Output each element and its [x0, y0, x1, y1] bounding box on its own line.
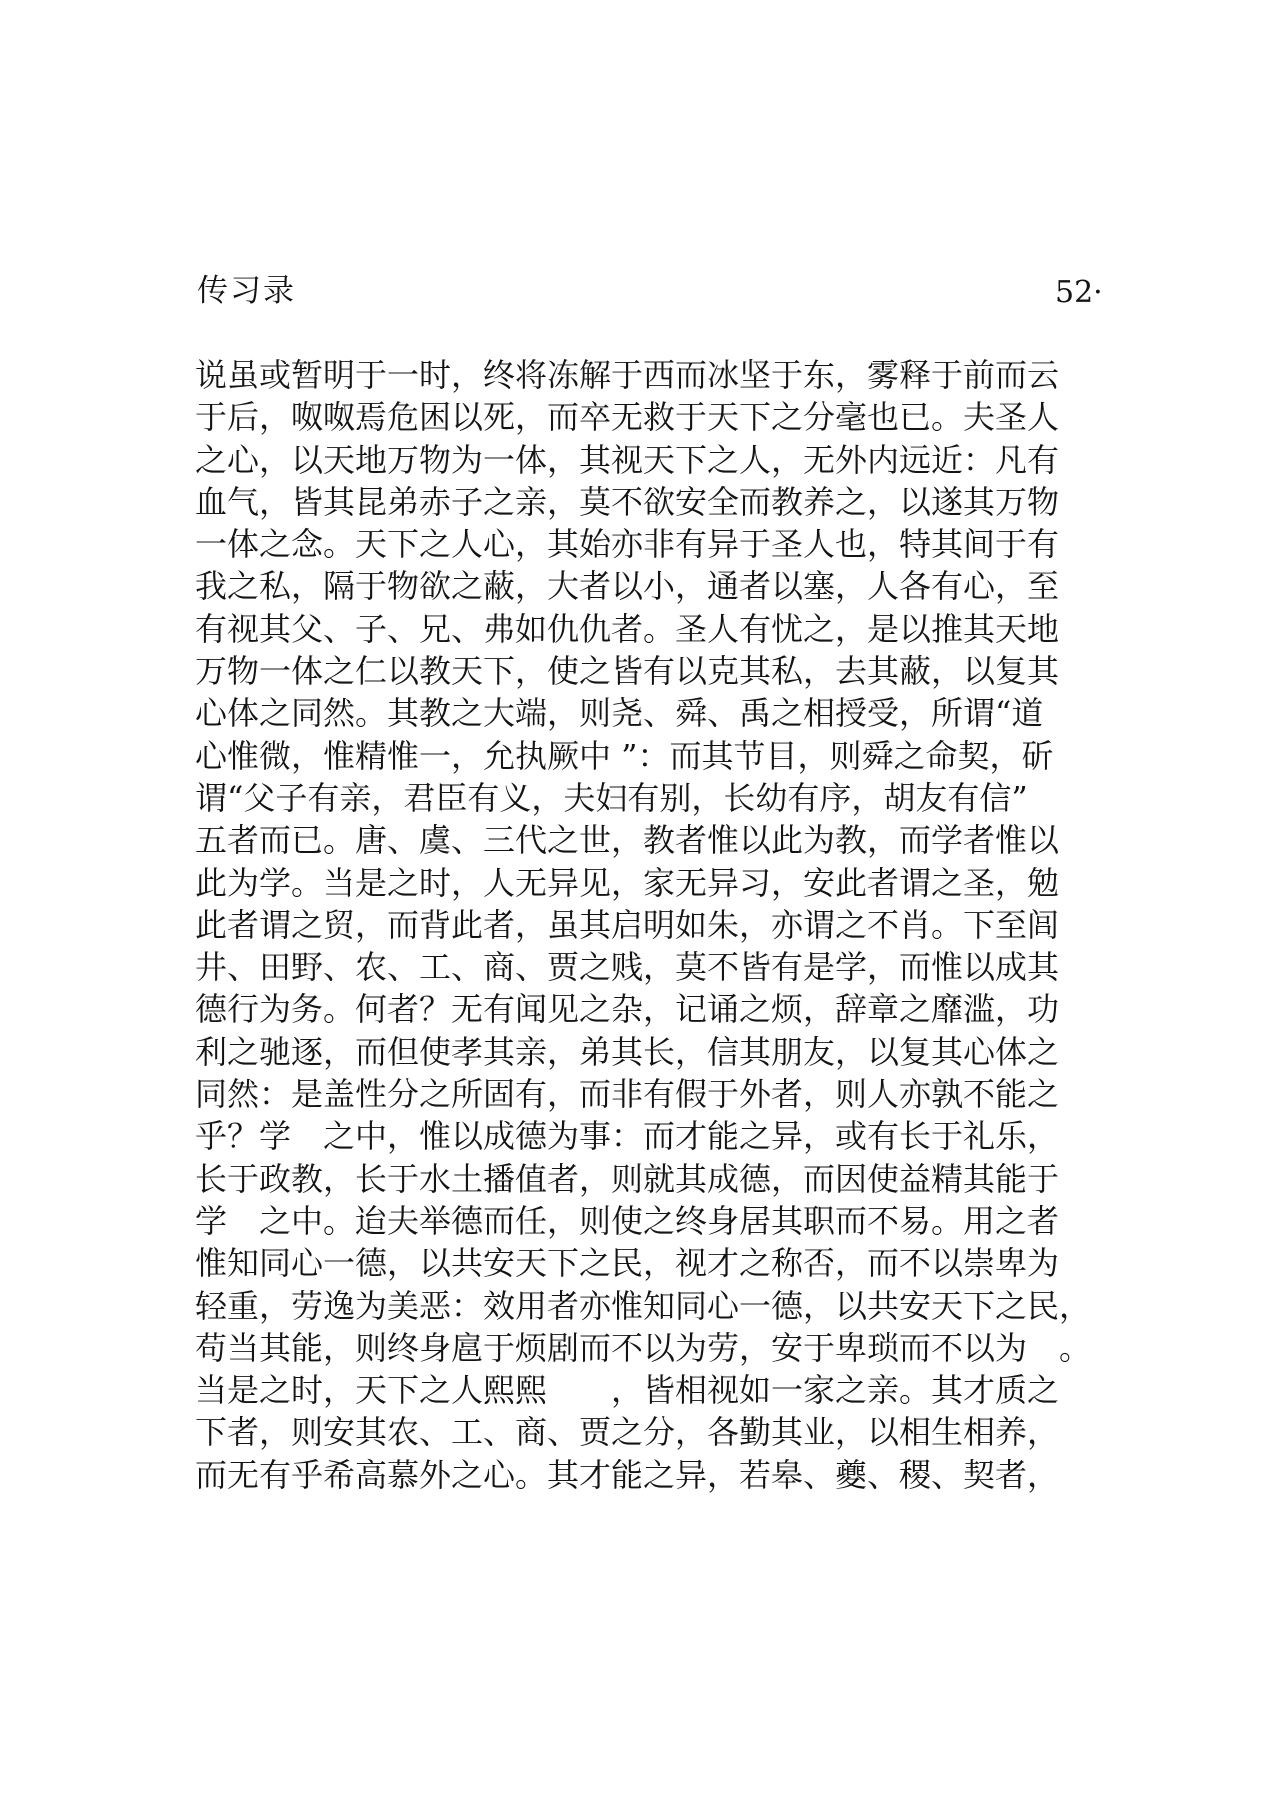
- text-line: 万物一体之仁以教天下，使之皆有以克其私，去其蔽，以复其: [195, 652, 1060, 691]
- body-text: [195, 354, 1115, 1496]
- text-line: 而无有乎希高慕外之心。其才能之异，若皋、夔、稷、契者，: [195, 1455, 1060, 1494]
- text-line: 利之驰逐，而但使孝其亲，弟其长，信其朋友，以复其心体之: [195, 1032, 1060, 1071]
- text-line: 于后，呶呶焉危困以死，而卒无救于天下之分毫也已。夫圣人: [195, 398, 1060, 437]
- text-line: 之心，以天地万物为一体，其视天下之人，无外内远近：凡有: [195, 440, 1060, 479]
- text-line: 心惟微，惟精惟一，允执厥中 ”：而其节目，则舜之命契，斫: [195, 736, 1054, 775]
- text-line: 学 之中。迨夫举德而任，则使之终身居其职而不易。用之者: [195, 1201, 1060, 1240]
- running-head-title: 传习录: [197, 273, 296, 309]
- text-line: 苟当其能，则终身扈于烦剧而不以为劳，安于卑琐而不以为 。: [195, 1328, 1092, 1367]
- text-line: 井、田野、农、工、商、贾之贱，莫不皆有是学，而惟以成其: [195, 948, 1060, 987]
- text-line: 同然：是盖性分之所固有，而非有假于外者，则人亦孰不能之: [195, 1075, 1060, 1114]
- text-line: 我之私，隔于物欲之蔽，大者以小，通者以塞，人各有心，至: [195, 567, 1060, 606]
- text-line: 说虽或暂明于一时，终将冻解于西而冰坚于东，雾释于前而云: [195, 356, 1060, 394]
- text-line: 此者谓之贸，而背此者，虽其启明如朱，亦谓之不肖。下至闾: [195, 905, 1060, 944]
- text-line: 轻重，劳逸为美恶：效用者亦惟知同心一德，以共安天下之民，: [195, 1286, 1092, 1325]
- page-number: 52·: [1055, 275, 1103, 310]
- text-line: 长于政教，长于水土播值者，则就其成德，而因使益精其能于: [195, 1159, 1060, 1198]
- text-line: 血气，皆其昆弟赤子之亲，莫不欲安全而教养之，以遂其万物: [195, 482, 1060, 521]
- text-line: 德行为务。何者？无有闻见之杂，记诵之烦，辞章之靡滥，功: [195, 990, 1060, 1029]
- text-line: 心体之同然。其教之大端，则尧、舜、禹之相授受，所谓“道: [195, 694, 1044, 733]
- text-line: 此为学。当是之时，人无异见，家无异习，安此者谓之圣，勉: [195, 863, 1060, 902]
- text-line: 乎？学 之中，惟以成德为事：而才能之异，或有长于礼乐，: [195, 1117, 1060, 1156]
- text-line: 下者，则安其农、工、商、贾之分，各勤其业，以相生相养，: [195, 1413, 1060, 1452]
- text-line: 五者而已。唐、虞、三代之世，教者惟以此为教，而学者惟以: [195, 821, 1060, 860]
- text-line: 谓“父子有亲，君臣有义，夫妇有别，长幼有序，胡友有信”: [195, 778, 1028, 817]
- text-line: 当是之时，天下之人熙熙 ，皆相视如一家之亲。其才质之: [195, 1371, 1060, 1410]
- text-line: 有视其父、子、兄、弗如仇仇者。圣人有忧之，是以推其天地: [195, 609, 1060, 648]
- text-line: 惟知同心一德，以共安天下之民，视才之称否，而不以崇卑为: [195, 1244, 1060, 1283]
- text-line: 一体之念。天下之人心，其始亦非有异于圣人也，特其间于有: [195, 525, 1060, 564]
